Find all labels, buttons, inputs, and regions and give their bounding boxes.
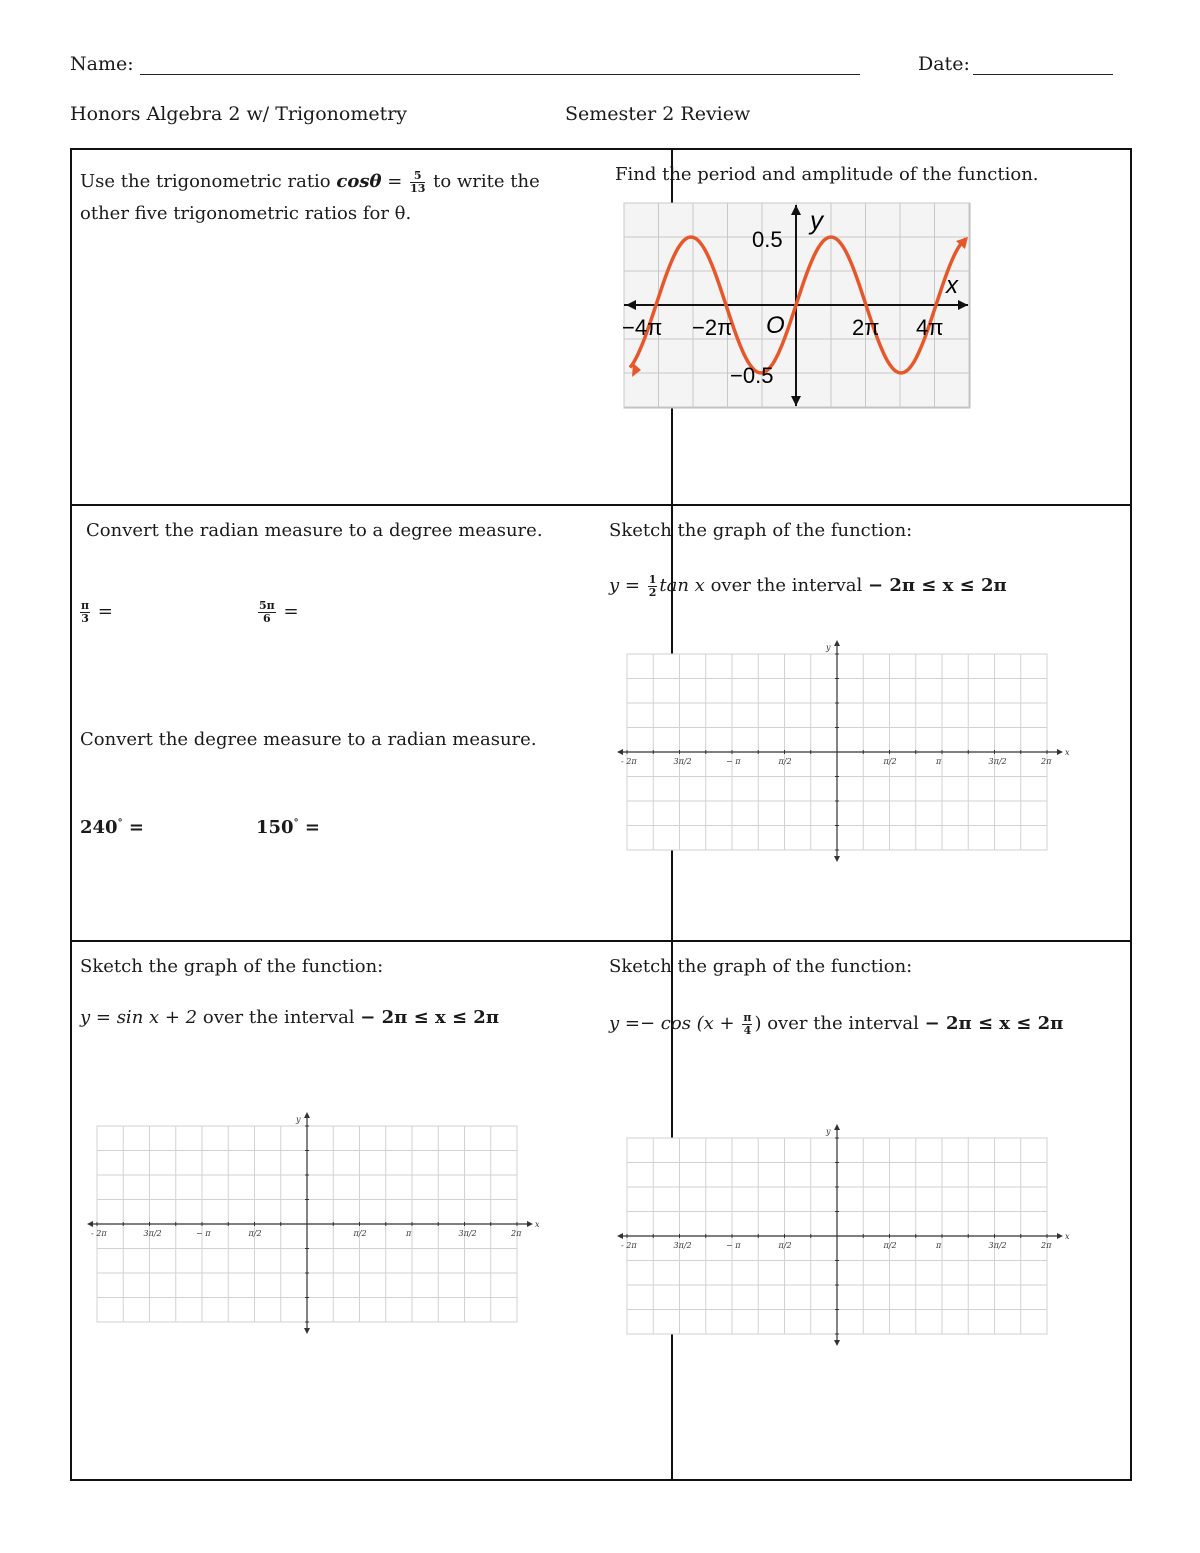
- q1-cos: cosθ: [336, 171, 382, 192]
- q1-text-a: Use the trigonometric ratio: [80, 171, 331, 192]
- q2-origin: O: [766, 312, 785, 339]
- q2-prompt: Find the period and amplitude of the function.: [615, 164, 1039, 185]
- blank-grid-x-tick: π: [936, 1241, 942, 1250]
- blank-grid-x-tick: π/2: [778, 757, 792, 766]
- q5-function: y = sin x + 2 over the interval − 2π ≤ x ≤ 2π: [80, 1007, 500, 1028]
- blank-grid-x-tick: 3π/2: [673, 757, 692, 766]
- blank-grid-x-label: x: [1065, 748, 1070, 757]
- q5-blank-grid[interactable]: [87, 1112, 540, 1334]
- q3-prompt2: Convert the degree measure to a radian measure.: [80, 729, 537, 750]
- blank-grid-x-tick: 2π: [511, 1229, 522, 1238]
- q2-y-label: y: [810, 205, 823, 235]
- q2-ytick-neg: −0.5: [730, 363, 774, 388]
- q1-text-b: to write the: [433, 171, 540, 192]
- blank-grid-x-tick: π: [406, 1229, 412, 1238]
- q1-line2: other five trigonometric ratios for θ.: [80, 203, 412, 224]
- blank-grid-x-tick: 3π/2: [673, 1241, 692, 1250]
- blank-grid-x-tick: π/2: [353, 1229, 367, 1238]
- q2-x-label: x: [946, 272, 958, 299]
- q4-fraction: $\frac{1}{2}$: [648, 572, 657, 599]
- blank-grid-x-tick: − π: [726, 1241, 741, 1250]
- blank-grid-x-tick: - 2π: [621, 1241, 637, 1250]
- name-label: Name:: [70, 53, 134, 75]
- date-label: Date:: [918, 53, 970, 75]
- blank-grid-x-tick: - 2π: [621, 757, 637, 766]
- blank-grid-x-tick: 2π: [1041, 757, 1052, 766]
- q3-a-fraction: $\frac{\pi}{3}$: [81, 598, 90, 625]
- blank-grid-x-tick: − π: [726, 757, 741, 766]
- course-title: Honors Algebra 2 w/ Trigonometry: [70, 103, 408, 125]
- blank-grid-y-label: y: [296, 1115, 301, 1124]
- q5-prompt: Sketch the graph of the function:: [80, 956, 384, 977]
- q2-ytick-pos: 0.5: [752, 227, 783, 252]
- blank-grid-x-tick: 3π/2: [988, 757, 1007, 766]
- blank-grid-x-label: x: [1065, 1232, 1070, 1241]
- blank-grid-x-tick: 3π/2: [458, 1229, 477, 1238]
- q6-prompt: Sketch the graph of the function:: [609, 956, 913, 977]
- blank-grid-y-label: y: [826, 1127, 831, 1136]
- q2-xtick-1: −2π: [692, 315, 733, 340]
- blank-grid-x-tick: - 2π: [91, 1229, 107, 1238]
- q3-item-d: 150° =: [256, 817, 320, 838]
- review-title: Semester 2 Review: [565, 103, 751, 125]
- blank-grid-x-label: x: [535, 1220, 540, 1229]
- q6-function: y =− cos (x + $\frac{\pi}{4}$ ) over the interval − 2π ≤ x ≤ 2π: [609, 1010, 1064, 1037]
- q4-function: y = $\frac{1}{2}$ tan x over the interval − 2π ≤ x ≤ 2π: [609, 572, 1007, 599]
- q6-blank-grid[interactable]: [617, 1124, 1070, 1346]
- blank-grid-y-label: y: [826, 643, 831, 652]
- grid-divider-row2: [72, 940, 1130, 942]
- blank-grid-x-tick: 3π/2: [988, 1241, 1007, 1250]
- blank-grid-x-tick: 2π: [1041, 1241, 1052, 1250]
- q1-eq: =: [387, 171, 403, 192]
- q2-sine-graph: [624, 203, 970, 408]
- q1-line1: [80, 166, 540, 198]
- blank-grid-x-tick: − π: [196, 1229, 211, 1238]
- grid-divider-row1: [72, 504, 1130, 506]
- q2-xtick-0: −4π: [622, 315, 663, 340]
- q3-item-a: $\frac{\pi}{3}$ =: [81, 598, 113, 625]
- q3-b-fraction: $\frac{5\pi}{6}$: [259, 598, 275, 625]
- blank-grid-x-tick: π/2: [883, 1241, 897, 1250]
- q6-fraction: $\frac{\pi}{4}$: [743, 1010, 752, 1037]
- name-line[interactable]: [140, 74, 860, 75]
- q2-xtick-2: 2π: [852, 315, 880, 340]
- q2-xtick-3: 4π: [916, 315, 944, 340]
- q1-fraction: $\frac{5}{13}$: [410, 168, 426, 195]
- q4-blank-grid[interactable]: [617, 640, 1070, 862]
- q3-item-c: 240° =: [80, 817, 144, 838]
- blank-grid-x-tick: π/2: [778, 1241, 792, 1250]
- date-line[interactable]: [973, 74, 1113, 75]
- q3-prompt: Convert the radian measure to a degree measure.: [86, 520, 543, 541]
- blank-grid-x-tick: π: [936, 757, 942, 766]
- blank-grid-x-tick: π/2: [248, 1229, 262, 1238]
- blank-grid-x-tick: π/2: [883, 757, 897, 766]
- q3-item-b: $\frac{5\pi}{6}$ =: [259, 598, 299, 625]
- blank-grid-x-tick: 3π/2: [143, 1229, 162, 1238]
- q4-prompt: Sketch the graph of the function:: [609, 520, 913, 541]
